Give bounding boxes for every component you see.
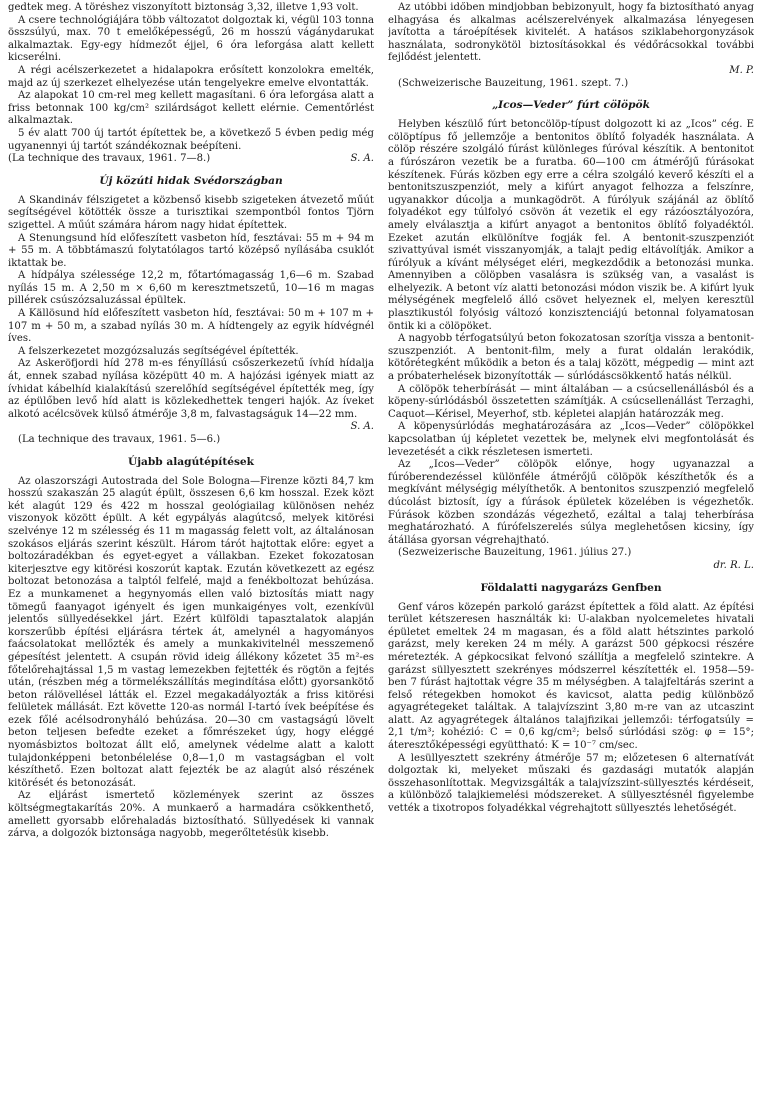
source-line [8, 153, 374, 166]
source-citation: (La technique des travaux, 1961. 5—6.) [18, 434, 221, 445]
paragraph: Az olaszországi Autostrada del Sole Bologna—Firenze közti 84,7 km hosszú szakaszán 25 alagút épült, összesen 6,6 km hosszal. Ezek közt két alagút 129 és 422 m hosszal geológiailag különösen nehéz viszonyok között épült. A két egypályás alagútcső, melyek kitörési szelvénye 12 m szélesség és 11 m magasság felett volt, az általánosan szokásos eljárás szerint készült. Három tárót hajtottak előre: egyet a boltozáradékban és egyet-egyet a vállakban. Ezeket fokozatosan kiterjesztve egy kitörési koszorút kaptak. Ezután következett az egész boltozat betonozása a talptól felfelé, majd a fenékboltozat behúzása. Ez a munkamenet a hegynyomás ellen való biztosítás miatt nagy tömegű faanyagot igényelt és igen munkaigényes volt, ezenkívül jelentős süllyedésekkel járt. Ezért külföldi tapasztalatok alapján korszerűbb építési eljárásra tértek át, amelynél a hagyományos faácsolatokat mellőzték és amely a munkakivitelnél messzemenő gépesítést jelentett. A csupán rövid ideig állékony kőzetet 35 m²-es főtelőrehajtással 1,5 m vastag lemezekben fejtették és rögtön a fejtés után, (részben még a törmelékszállítás megindítása előtt) gyorsankötő beton rálövellésel látták el. Ezzel megakadályozták a friss kitörési felületek mállását. Ezt követte 120-as normál I-tartó ívek beépítése és ezek főlé acélsodronyháló behúzása. 20—30 cm vastagságú lövelt beton teljesen befedte ezeket a főmrészeket úgy, hogy eléggé nyomásbiztos boltozat állt elő, amelynek védelme alatt a kalott tulajdonképpeni betonbélelése 0,8—1,0 m vastagságban el volt készíthető. Ezen boltozat alatt fejezték be az alagút alsó részének kitörését és betonozását. [8, 475, 374, 789]
source-citation: (Sezweizerische Bauzeitung, 1961. július 27.) [398, 547, 632, 559]
paragraph: A cölöpök teherbírását — mint általában — a csúcsellenállásból és a köpeny-súrlódásból összetetten számítják. A csúcsellenállást Terzaghi, Caquot—Kérisel, Meyerhof, stb. képletei alapján határozzák meg. [388, 383, 754, 420]
source-citation: (Schweizerische Bauzeitung, 1961. szept. 7.) [398, 77, 629, 89]
paragraph: Az alapokat 10 cm-rel meg kellett magasítani. 6 óra leforgása alatt a friss betonnak 100 kg/cm² szilárdságot kellett elérnie. Cementőrlést alkalmaztak. [8, 90, 374, 127]
left-column [8, 2, 374, 1094]
paragraph: gedtek meg. A töréshez viszonyított biztonság 3,32, illetve 1,93 volt. [8, 2, 359, 13]
paragraph: 5 év alatt 700 új tartót építettek be, a következő 5 évben pedig még ugyanennyi új tartót szándékoznak beépíteni. [8, 127, 374, 152]
paragraph: A köpenysúrlódás meghatározására az „Icos—Veder” cölöpökkel kapcsolatban új képletet vezettek be, melynek elvi megfontolását és levezetését a cikk részletesen ismerteti. [388, 421, 754, 458]
section-title-geneva-garage: Földalatti nagygarázs Genfben [480, 581, 662, 594]
paragraph: A Källösund híd előfeszített vasbeton híd, fesztávai: 50 m + 107 m + 107 m + 50 m, a szabad nyílás 30 m. A hídtengely az egyik hídvégnél íves. [8, 308, 374, 345]
paragraph: A lesüllyesztett szekrény átmérője 57 m; előzetesen 6 alternatívát dolgoztak ki, melyeket műszaki és gazdasági mutatók alapján összehasonlítottak. Megvizsgálták a talajvízszint-süllyesztés kérdéseit, a különböző talajkiemelési módszereket. A süllyesztésnél figyelembe vették a tixotropos folyadékkal végrehajtott süllyesztés lehetőségét. [388, 752, 754, 815]
author-signature: dr. R. L. [713, 559, 754, 571]
paragraph: A hídpálya szélessége 12,2 m, főtartómagasság 1,6—6 m. Szabad nyílás 15 m. A 2,50 m × 6,60 m keresztmetszetű, 10—16 m magas pillérek csúszózsaluzással épültek. [8, 270, 374, 307]
paragraph: Az utóbbi időben mindjobban bebizonyult, hogy fa biztosítható anyag elhagyása és alkalmas acélszerelvények alkalmazása lényegesen javította a tároépítések kivitelét. A hatásos sziklabehorgonyzások használata, sodronykötöl biztosításokkal és védőrácsokkal további fejlődést jelentett. [388, 2, 754, 64]
section-title-icos-veder: „Icos—Veder” fúrt cölöpök [492, 99, 650, 112]
paragraph: A nagyobb térfogatsúlyú beton fokozatosan szorítja vissza a bentonit-szuszpenziót. A bentonit-film, mely a furat oldalán lerakódik, kötőrétegként működik a beton és a talaj között, mégpedig — mint azt a próbaterhelések bizonyították — súrlódáscsökkentő hatás nélkül. [388, 333, 754, 383]
paragraph: A felszerkezetet mozgózsaluzás segítségével építették. [18, 345, 299, 357]
paragraph: Az eljárást ismertető közlemények szerint az összes költségmegtakarítás 20%. A munkaerő a harmadára csökkenthető, amellett gyorsabb előrehaladás biztosítható. Süllyedések ki vannak zárva, a dolgozók biztonsága nagyobb, megerőltetésük kisebb. [8, 790, 374, 840]
section-title-tunnels: Újabb alagútépítések [127, 455, 255, 468]
paragraph: Helyben készülő fúrt betoncölöp-típust dolgozott ki az „Icos” cég. E cölöptípus fő jellemzője a bentonitos öblítő folyadék használata. A cölöp részére szolgáló fúrást különleges fúróval készítik. A bentonitot a fúrószáron vezetik be a furatba. 60—100 cm átmérőjű fúrásokat készítenek. Fúrás közben egy erre a célra szolgáló keverő készíti el a bentonitszuszpenziót, mely a kifúrt anyagot felhozza a felszínre, ugyanakkor dúcolja a munkagödröt. A fúrólyuk szájánál az öblítő folyadékot egy túlfolyó csövön át vezetik el egy rázóosztályozóra, amely elválasztja a kifúrt anyagot a bentonitos öblítő folyadéktól. Ezeket azután elkülönítve fogják fel. A bentonit-szuszpenziót szivattyúval ismét visszanyomják, a talajt pedig eltávolítják. Amikor a fúrólyuk a kívánt mélységet eléri, megkezdődik a betonozási munka. Amennyiben a cölöpben vasalásra is szükség van, a vasalást is elhelyezik. A betont víz alatti betonozási módon viszik be. A kifúrt lyuk mélységének megfelelő álló csövet helyeznek el, melyen keresztül plasztikustól folyósig változó konzisztenciájú betonnal folyamatosan öntik ki a cölöpöket. [388, 119, 754, 332]
paragraph: A Stenungsund híd előfeszített vasbeton híd, fesztávai: 55 m + 94 m + 55 m. A többtámaszú folytatólagos tartó középső nyílásába csuklót iktattak be. [8, 232, 374, 269]
right-column [388, 2, 754, 1094]
paragraph: Az Askeröfjordi híd 278 m-es fényíllású csőszerkezetű ívhíd hídalja át, ennek szabad nyílása középütt 40 m. A hajózási igények miatt az ívhidat kábelhíd kialakítású szerelőhíd segítségével építették meg, így az épülőben levő híd alatt is közlekedhettek tengeri hajók. Az íveket alkotó acélcsövek külső átmérője 3,8 m, falvastagságuk 14—22 mm. [8, 358, 374, 420]
paragraph: Genf város közepén parkoló garázst építettek a föld alatt. Az építési terület kétszeresen használták ki: U-alakban nyolcemeletes hivatali épületet emeltek 24 m magasan, és a föld alatt hétszintes parkoló garázst, mely kereken 24 m mély. A garázst 500 gépkocsi részére méretezték. A gépkocsikat felvonó szállítja a megfelelő szintekre. A garázst süllyesztett szekrényes módszerrel készítették el. 1958—59-ben 7 fúrást hajtottak végre 35 m mélységben. A talajfeltárás szerint a felső rétegekben homokot és kavicsot, alatta pedig különböző agyagrétegeket találtak. A talajvízszint 3,80 m-re van az utcaszint alatt. Az agyagrétegek általános talajfizikai jellemzői: térfogatsúly = 2,1 t/m³; kohézió: C = 0,6 kg/cm²; belső súrlódási szög: φ = 15°; áteresztőképességi együttható: K = 10⁻⁷ cm/sec. [388, 601, 754, 752]
author-signature: S. A. [350, 421, 374, 433]
author-signature: S. A. [350, 153, 374, 165]
paragraph: A csere technológiájára több változatot dolgoztak ki, végül 103 tonna összsúlyú, max. 70 t emelőképességű, 26 m hosszú vágánydarukat alkalmaztak. Egy-egy hídmezőt éjjel, 6 óra leforgása alatt kellett kicserélni. [8, 14, 374, 64]
section-title-swedish-bridges: Új közúti hidak Svédországban [99, 174, 283, 187]
paragraph: A régi acélszerkezetet a hidalapokra erősített konzolokra emelték, majd az új szerkezet elhelyezése után tengelyekre emelve elvontatták. [8, 64, 374, 89]
paragraph: A Skandináv félszigetet a közbenső kisebb szigeteken átvezető műút segítségével kötötték össze a turisztikai szempontból fontos Tjörn szigettel. A műút számára három nagy hidat építettek. [8, 194, 374, 231]
source-citation: (La technique des travaux, 1961. 7—8.) [8, 153, 211, 165]
paragraph: Az „Icos—Veder” cölöpök előnye, hogy ugyanazzal a fúróberendezéssel különféle átmérőjű cölöpök készíthetők és a megkívánt mélységig mélyíthetők. A bentonitos szuszpenzió megfelelő dúcolást biztosít, így a fúrások épületek közelében is végezhetők. Fúrások közben szondázás végezhető, ezáltal a talaj teherbírása meghatározható. A fúrófelszerelés súlya meglehetősen kicsiny, így átállása gyorsan végrehajtható. [388, 459, 754, 546]
author-signature: M. P. [729, 64, 754, 76]
